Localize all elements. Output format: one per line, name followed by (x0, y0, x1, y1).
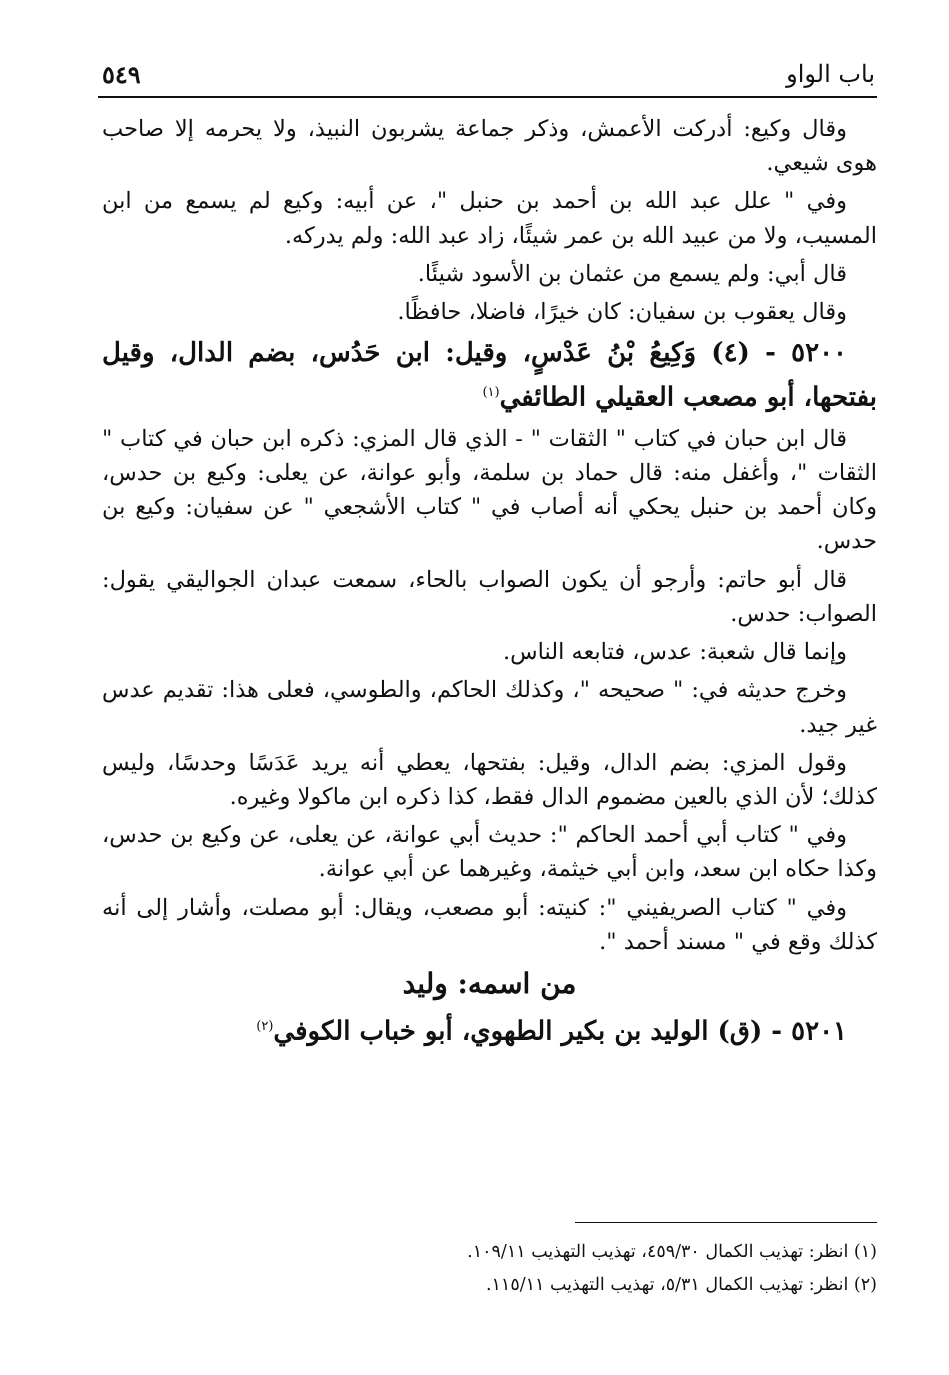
entry-heading-5201 (102, 1007, 877, 1052)
paragraph: وفي " كتاب أبي أحمد الحاكم ": حديث أبي عوانة، عن يعلى، عن وكيع بن حدس، وكذا حكاه ابن سعد، وابن أبي خيثمة، وغيرهما عن أبي عوانة. (102, 822, 877, 883)
footnote: (٢) انظر: تهذيب الكمال ٥/٣١، تهذيب التهذيب ١١٥/١١. (485, 1275, 877, 1295)
page-number: ٥٤٩ (102, 60, 141, 89)
page-header (98, 50, 877, 98)
footnote-separator (575, 1222, 877, 1223)
paragraph: وفي " كتاب الصريفيني ": كنيته: أبو مصعب، ويقال: أبو مصلت، وأشار إلى أنه كذلك وقع في " مسند أحمد ". (102, 894, 877, 955)
paragraph: وفي " علل عبد الله بن أحمد بن حنبل "، عن أبيه: وكيع لم يسمع من ابن المسيب، ولا من عبيد الله بن عمر شيئًا، زاد عبد الله: ولم يدركه. (102, 188, 877, 249)
paragraph: وإنما قال شعبة: عدس، فتابعه الناس. (502, 639, 847, 666)
paragraph: قال أبي: ولم يسمع من عثمان بن الأسود شيئًا. (417, 260, 847, 287)
main-text (102, 112, 877, 1056)
paragraph: وقول المزي: بضم الدال، وقيل: بفتحها، يعطي أنه يريد عَدَسًا وحدسًا، وليس كذلك؛ لأن الذي بالعين مضموم الدال فقط، كذا ذكره ابن ماكولا وغيره. (102, 749, 877, 810)
paragraph: قال أبو حاتم: وأرجو أن يكون الصواب بالحاء، سمعت عبدان الجواليقي يقول: الصواب: حدس. (102, 566, 877, 627)
footnotes (102, 1236, 877, 1302)
paragraph: وقال وكيع: أدركت الأعمش، وذكر جماعة يشربون النبيذ، ولا يحرمه إلا صاحب هوى شيعي. (102, 116, 877, 177)
section-title: باب الواو (786, 60, 875, 88)
paragraph: وقال يعقوب بن سفيان: كان خيرًا، فاضلا، حافظًا. (397, 299, 847, 326)
paragraph: قال ابن حبان في كتاب " الثقات " - الذي قال المزي: ذكره ابن حبان في كتاب " الثقات "، وأغفل منه: قال حماد بن سلمة، وأبو عوانة، عن يعلى: وكيع بن حدس، وكان أحمد بن حنبل يحكي أنه أصاب في " كتاب الأشجعي " عن سفيان: وكيع بن حدس. (102, 425, 877, 555)
entry-heading-text: ٥٢٠٠ - (٤) وَكِيعُ بْنُ عَدْسٍ، وقيل: ابن حَدُس، بضم الدال، وقيل بفتحها، أبو مصعب العقيلي الطائفي (102, 338, 877, 413)
footnote: (١) انظر: تهذيب الكمال ٤٥٩/٣٠، تهذيب التهذيب ١٠٩/١١. (467, 1242, 877, 1262)
entry-heading-text: ٥٢٠١ - (ق) الوليد بن بكير الطهوي، أبو خباب الكوفي (273, 1016, 847, 1047)
paragraph: وخرج حديثه في: " صحيحه "، وكذلك الحاكم، والطوسي، فعلى هذا: تقديم عدس غير جيد. (102, 677, 877, 738)
section-subheading: من اسمه: وليد (402, 966, 577, 1000)
footnote-reference: (١) (482, 385, 500, 401)
entry-heading-5200 (102, 333, 877, 418)
footnote-reference: (٢) (256, 1018, 274, 1034)
